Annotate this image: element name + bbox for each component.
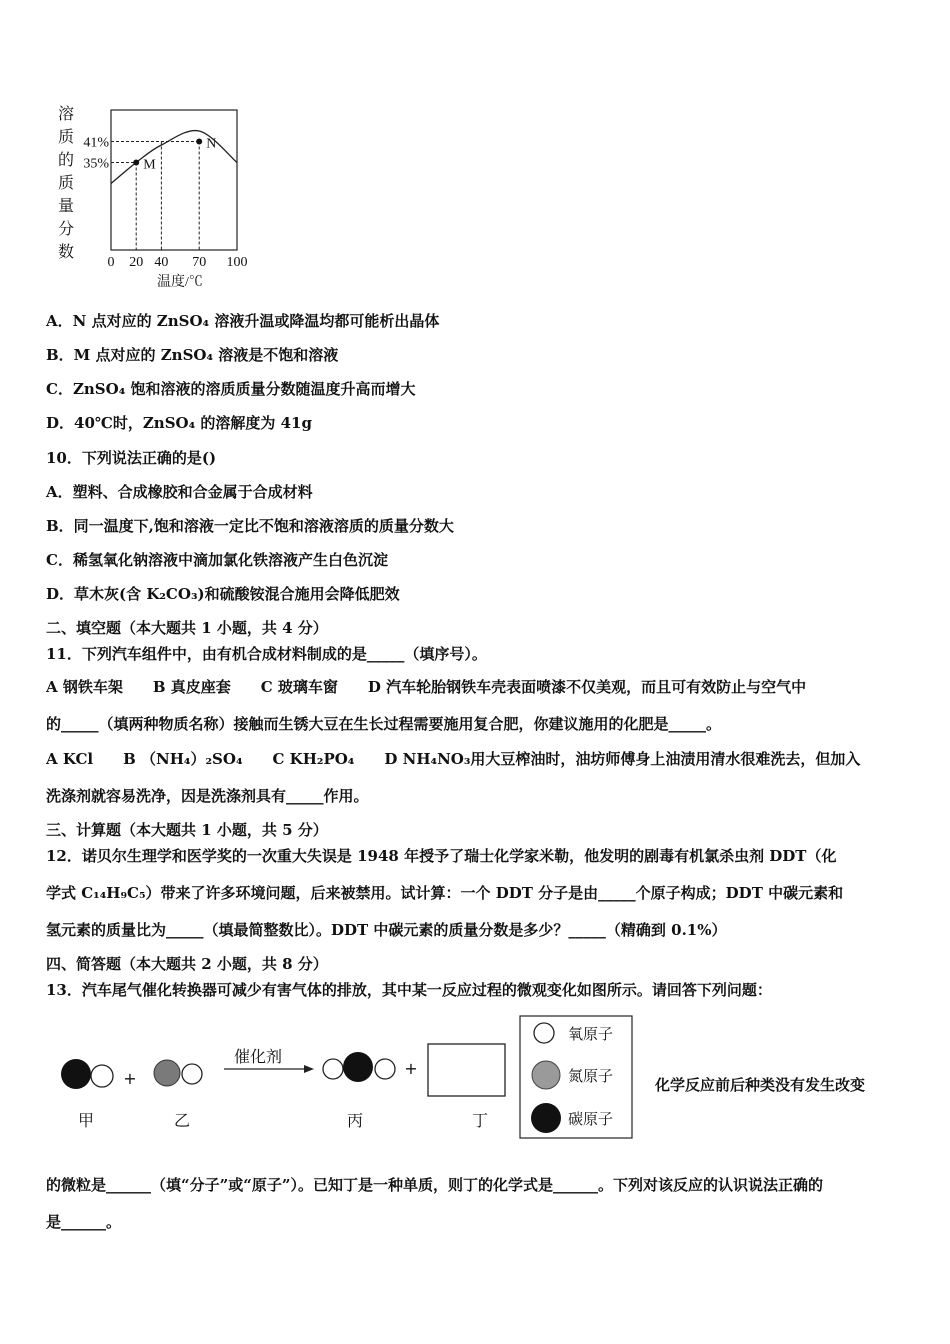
section-4-heading: 四、简答题（本大题共 2 小题，共 8 分） xyxy=(46,955,328,973)
y-axis-label-char: 质 xyxy=(57,173,75,192)
q12-line-3: 氢元素的质量比为_____（填最简整数比）。DDT 中碳元素的质量分数是多少？_____（精确到 0.1%） xyxy=(46,921,727,939)
q10-option-b: B．同一温度下,饱和溶液一定比不饱和溶液溶质的质量分数大 xyxy=(46,517,454,535)
point-m xyxy=(133,160,139,166)
q10-option-c: C．稀氢氧化钠溶液中滴加氯化铁溶液产生白色沉淀 xyxy=(46,551,388,569)
q9-option-c: C．ZnSO₄ 饱和溶液的溶质质量分数随温度升高而增大 xyxy=(46,380,416,398)
solubility-curve xyxy=(111,131,237,184)
y-axis-label xyxy=(58,104,74,261)
x-tick-label: 0 xyxy=(107,255,115,270)
q9-option-d: D．40℃时，ZnSO₄ 的溶解度为 41g xyxy=(46,414,312,432)
x-tick-label: 70 xyxy=(192,255,207,270)
x-tick-label: 20 xyxy=(129,255,144,270)
point-label-m: M xyxy=(143,157,156,173)
q9-option-a: A．N 点对应的 ZnSO₄ 溶液升温或降温均都可能析出晶体 xyxy=(46,312,440,330)
q13-stem: 13．汽车尾气催化转换器可减少有害气体的排放，其中某一反应过程的微观变化如图所示。请回答下列问题： xyxy=(46,981,772,999)
point-label-n: N xyxy=(206,136,217,152)
y-axis-label-char: 数 xyxy=(57,242,75,261)
label-yi: 乙 xyxy=(173,1111,191,1130)
q9-option-b: B．M 点对应的 ZnSO₄ 溶液是不饱和溶液 xyxy=(46,346,339,364)
plus-sign: + xyxy=(404,1059,418,1078)
unknown-product-box xyxy=(428,1044,505,1096)
q11-stem: 11．下列汽车组件中，由有机合成材料制成的是_____（填序号）。 xyxy=(46,645,487,663)
q10-option-a: A．塑料、合成橡胶和合金属于合成材料 xyxy=(46,483,313,501)
q11-line-5: 洗涤剂就容易洗净，因是洗涤剂具有_____作用。 xyxy=(46,787,369,805)
label-ding: 丁 xyxy=(471,1111,489,1130)
x-tick-label: 40 xyxy=(154,255,169,270)
reaction-diagram xyxy=(46,1010,646,1142)
carbon-atom xyxy=(343,1052,373,1082)
q13-line-3: 是______。 xyxy=(46,1213,122,1231)
q13-line-2: 的微粒是______（填“分子”或“原子”）。已知丁是一种单质，则丁的化学式是______。下列对该反应的认识说法正确的 xyxy=(46,1176,824,1194)
y-axis-label-char: 分 xyxy=(57,219,75,238)
arrow-head-icon xyxy=(304,1065,314,1073)
legend-carbon-label: 碳原子 xyxy=(568,1110,614,1128)
plus-sign: + xyxy=(123,1069,137,1088)
legend-nitrogen-icon xyxy=(532,1061,560,1089)
x-axis-label: 温度/℃ xyxy=(157,275,203,290)
section-2-heading: 二、填空题（本大题共 1 小题，共 4 分） xyxy=(46,619,328,637)
catalyst-label: 催化剂 xyxy=(233,1047,283,1066)
oxygen-atom xyxy=(375,1059,395,1079)
legend-carbon-icon xyxy=(531,1103,561,1133)
oxygen-atom xyxy=(91,1065,113,1087)
y-axis-label-char: 量 xyxy=(57,196,75,215)
q11-line-2: A 钢铁车架 B 真皮座套 C 玻璃车窗 D 汽车轮胎钢铁车壳表面喷漆不仅美观，而且可有效防止与空气中 xyxy=(46,678,807,696)
oxygen-atom xyxy=(182,1064,202,1084)
nitrogen-atom xyxy=(154,1060,180,1086)
solubility-chart xyxy=(50,100,260,295)
label-jia: 甲 xyxy=(77,1111,95,1130)
q12-line-2: 学式 C₁₄H₉C₅）带来了许多环境问题，后来被禁用。试计算：一个 DDT 分子是由_____个原子构成；DDT 中碳元素和 xyxy=(46,884,844,902)
q13-side-text: 化学反应前后种类没有发生改变 xyxy=(655,1076,866,1094)
oxygen-atom xyxy=(323,1059,343,1079)
label-bing: 丙 xyxy=(346,1111,364,1130)
legend-oxygen-label: 氧原子 xyxy=(568,1025,614,1043)
x-tick-label: 100 xyxy=(226,255,248,270)
q11-line-4: A KCl B （NH₄）₂SO₄ C KH₂PO₄ D NH₄NO₃用大豆榨油时，油坊师傅身上油渍用清水很难洗去，但加入 xyxy=(46,750,861,768)
y-axis-label-char: 质 xyxy=(57,127,75,146)
q10-stem: 10．下列说法正确的是() xyxy=(46,449,217,467)
y-tick-label: 35% xyxy=(83,156,109,172)
y-axis-label-char: 的 xyxy=(57,150,75,169)
plot-frame xyxy=(111,110,237,250)
q11-line-3: 的_____（填两种物质名称）接触而生锈大豆在生长过程需要施用复合肥，你建议施用的化肥是_____。 xyxy=(46,715,722,733)
legend-nitrogen-label: 氮原子 xyxy=(568,1067,614,1085)
section-3-heading: 三、计算题（本大题共 1 小题，共 5 分） xyxy=(46,821,328,839)
q10-option-d: D．草木灰(含 K₂CO₃)和硫酸铵混合施用会降低肥效 xyxy=(46,585,400,603)
carbon-atom xyxy=(61,1059,91,1089)
y-tick-label: 41% xyxy=(83,135,109,151)
point-n xyxy=(196,139,202,145)
q12-line-1: 12．诺贝尔生理学和医学奖的一次重大失误是 1948 年授予了瑞士化学家米勒，他发明的剧毒有机氯杀虫剂 DDT（化 xyxy=(46,847,837,865)
y-axis-label-char: 溶 xyxy=(57,104,75,123)
legend-oxygen-icon xyxy=(534,1023,554,1043)
